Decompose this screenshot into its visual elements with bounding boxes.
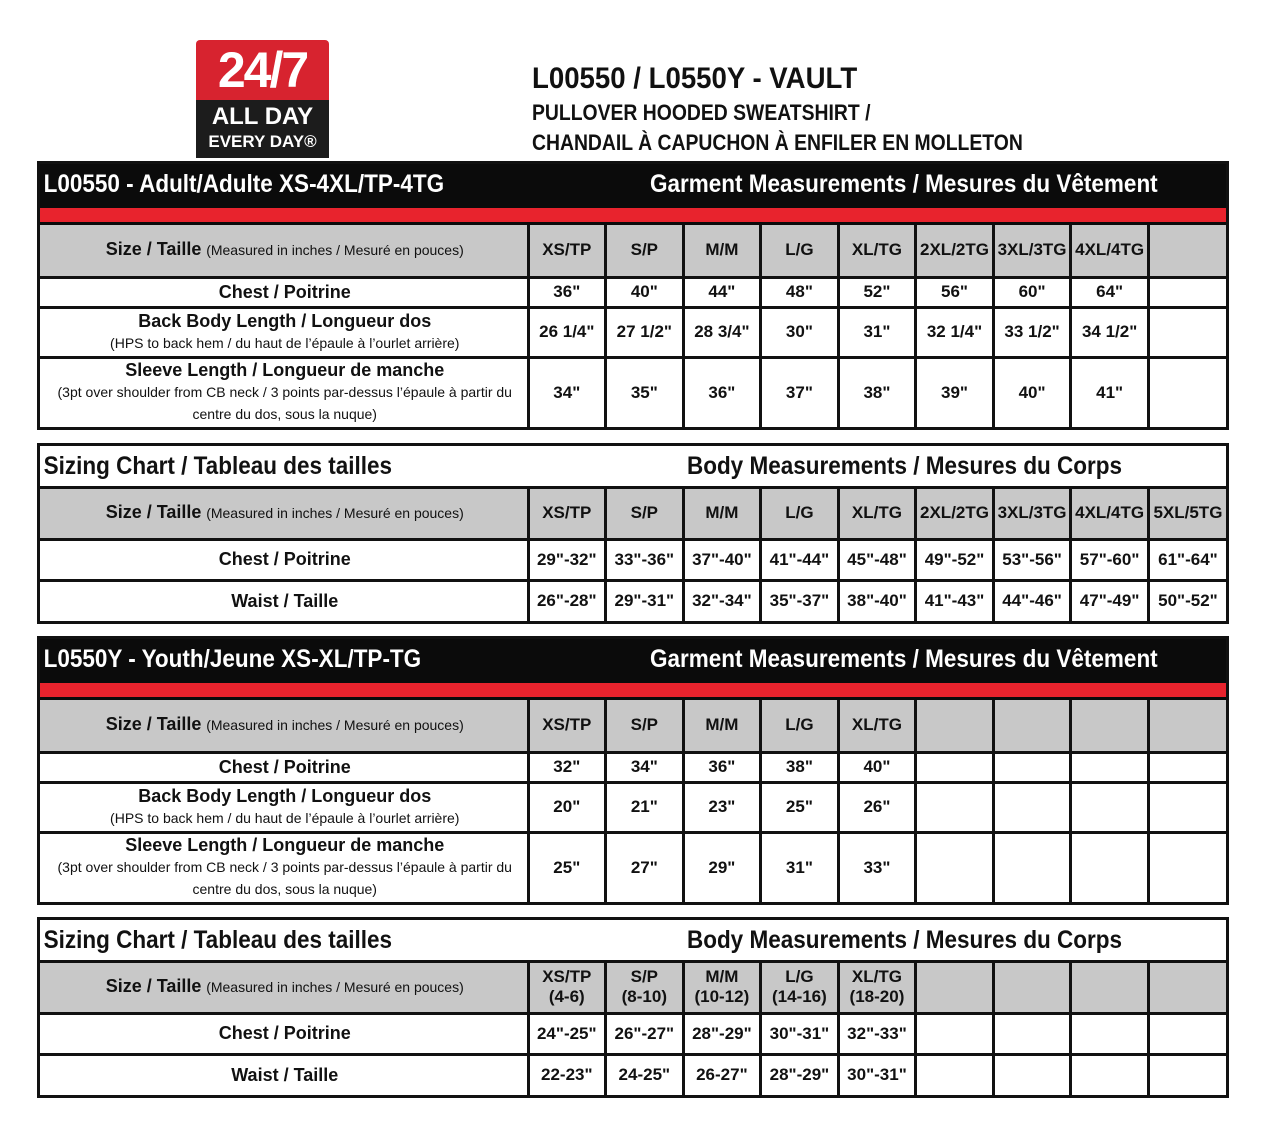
chest-cell bbox=[1071, 752, 1149, 782]
waist-label: Waist / Taille bbox=[231, 590, 339, 611]
chest-cell: 40" bbox=[838, 752, 916, 782]
sleeve-length-row bbox=[40, 832, 1226, 902]
adult-garment-section bbox=[37, 161, 1229, 430]
size-cell: S/P bbox=[606, 700, 684, 752]
chest-cell: 64" bbox=[1071, 277, 1149, 307]
section-header bbox=[40, 639, 1226, 679]
back-cell: 26" bbox=[838, 782, 916, 832]
waist-cell: 24-25" bbox=[606, 1054, 684, 1095]
size-name: L/G bbox=[785, 967, 814, 987]
red-divider bbox=[40, 204, 1226, 225]
chest-cell: 33"-36" bbox=[606, 539, 684, 580]
section-title: Sizing Chart / Tableau des tailles bbox=[43, 925, 393, 954]
row-label bbox=[40, 752, 528, 782]
chest-cell: 52" bbox=[838, 277, 916, 307]
waist-cell bbox=[1071, 1054, 1149, 1095]
row-label bbox=[40, 832, 528, 902]
section-header bbox=[40, 920, 1226, 963]
waist-cell bbox=[1148, 1054, 1226, 1095]
chest-cell bbox=[1071, 1013, 1149, 1054]
size-cell bbox=[1148, 963, 1226, 1013]
size-cell bbox=[606, 963, 684, 1013]
size-cell: XL/TG bbox=[838, 700, 916, 752]
sleeve-cell bbox=[916, 832, 994, 902]
sleeve-cell: 34" bbox=[528, 357, 606, 427]
sleeve-cell: 29" bbox=[683, 832, 761, 902]
sleeve-label: Sleeve Length / Longueur de manche bbox=[125, 835, 445, 856]
row-label bbox=[40, 489, 528, 539]
waist-cell: 47"-49" bbox=[1071, 580, 1149, 621]
size-cell: 4XL/4TG bbox=[1071, 225, 1149, 277]
row-label bbox=[40, 782, 528, 832]
document-heading bbox=[532, 60, 1090, 158]
size-cell bbox=[1148, 225, 1226, 277]
back-cell: 30" bbox=[761, 307, 839, 357]
waist-cell: 38"-40" bbox=[838, 580, 916, 621]
size-cell: 3XL/3TG bbox=[993, 225, 1071, 277]
size-label: Size / Taille bbox=[105, 502, 202, 523]
size-cell bbox=[916, 963, 994, 1013]
chest-cell: 24"-25" bbox=[528, 1013, 606, 1054]
section-subtitle: Body Measurements / Mesures du Corps bbox=[686, 451, 1122, 480]
size-cell: XS/TP bbox=[528, 225, 606, 277]
red-divider bbox=[40, 679, 1226, 700]
chest-cell: 44" bbox=[683, 277, 761, 307]
size-name: M/M bbox=[705, 967, 739, 987]
youth-body-section bbox=[37, 917, 1229, 1098]
adult-body-section bbox=[37, 443, 1229, 624]
back-cell: 33 1/2" bbox=[993, 307, 1071, 357]
sleeve-cell: 38" bbox=[838, 357, 916, 427]
size-name: XS/TP bbox=[542, 967, 592, 987]
product-subtitle-fr: CHANDAIL À CAPUCHON À ENFILER EN MOLLETON bbox=[532, 130, 1023, 155]
back-cell bbox=[1148, 782, 1226, 832]
row-label bbox=[40, 357, 528, 427]
chest-cell: 61"-64" bbox=[1148, 539, 1226, 580]
chest-cell: 38" bbox=[761, 752, 839, 782]
waist-cell: 26-27" bbox=[683, 1054, 761, 1095]
row-label bbox=[40, 307, 528, 357]
back-cell: 23" bbox=[683, 782, 761, 832]
size-label: Size / Taille bbox=[105, 976, 202, 997]
size-label: Size / Taille bbox=[105, 239, 202, 260]
chest-cell: 36" bbox=[528, 277, 606, 307]
waist-cell bbox=[993, 1054, 1071, 1095]
youth-garment-section bbox=[37, 636, 1229, 905]
size-cell bbox=[528, 963, 606, 1013]
back-length-row bbox=[40, 307, 1226, 357]
sleeve-cell: 35" bbox=[606, 357, 684, 427]
waist-label: Waist / Taille bbox=[231, 1064, 339, 1085]
size-cell: 2XL/2TG bbox=[916, 489, 994, 539]
size-range: (8-10) bbox=[621, 987, 667, 1007]
logo-tagline bbox=[196, 100, 329, 158]
size-range: (4-6) bbox=[548, 987, 585, 1007]
back-cell: 34 1/2" bbox=[1071, 307, 1149, 357]
waist-cell: 30"-31" bbox=[838, 1054, 916, 1095]
waist-cell: 44"-46" bbox=[993, 580, 1071, 621]
sleeve-cell bbox=[1148, 832, 1226, 902]
size-cell: M/M bbox=[683, 225, 761, 277]
waist-cell: 28"-29" bbox=[761, 1054, 839, 1095]
size-row bbox=[40, 700, 1226, 752]
back-cell: 20" bbox=[528, 782, 606, 832]
sleeve-note-2: centre du dos, sous la nuque) bbox=[192, 881, 377, 898]
chest-cell: 26"-27" bbox=[606, 1013, 684, 1054]
section-subtitle: Body Measurements / Mesures du Corps bbox=[686, 925, 1122, 954]
size-row bbox=[40, 225, 1226, 277]
size-cell: 3XL/3TG bbox=[993, 489, 1071, 539]
back-cell: 26 1/4" bbox=[528, 307, 606, 357]
sleeve-cell: 27" bbox=[606, 832, 684, 902]
size-cell: M/M bbox=[683, 700, 761, 752]
size-range: (18-20) bbox=[849, 987, 905, 1007]
section-subtitle: Garment Measurements / Mesures du Vêtement bbox=[649, 644, 1158, 673]
waist-cell: 35"-37" bbox=[761, 580, 839, 621]
back-cell: 31" bbox=[838, 307, 916, 357]
section-header bbox=[40, 446, 1226, 489]
row-label bbox=[40, 1054, 528, 1095]
waist-cell: 50"-52" bbox=[1148, 580, 1226, 621]
chest-cell: 29"-32" bbox=[528, 539, 606, 580]
size-cell bbox=[1148, 700, 1226, 752]
chest-cell: 45"-48" bbox=[838, 539, 916, 580]
size-row bbox=[40, 963, 1226, 1013]
size-cell bbox=[993, 963, 1071, 1013]
chest-cell: 30"-31" bbox=[761, 1013, 839, 1054]
chest-cell: 41"-44" bbox=[761, 539, 839, 580]
waist-row bbox=[40, 1054, 1226, 1095]
back-cell: 25" bbox=[761, 782, 839, 832]
waist-cell bbox=[916, 1054, 994, 1095]
size-note: (Measured in inches / Mesuré en pouces) bbox=[206, 242, 464, 259]
sleeve-cell bbox=[1071, 832, 1149, 902]
back-note: (HPS to back hem / du haut de l’épaule à l’ourlet arrière) bbox=[110, 809, 460, 826]
sleeve-cell: 40" bbox=[993, 357, 1071, 427]
waist-cell: 41"-43" bbox=[916, 580, 994, 621]
row-label bbox=[40, 277, 528, 307]
back-label: Back Body Length / Longueur dos bbox=[138, 310, 432, 331]
row-label bbox=[40, 539, 528, 580]
size-cell: XL/TG bbox=[838, 225, 916, 277]
chest-label: Chest / Poitrine bbox=[218, 1023, 351, 1043]
logo-line2: EVERY DAY® bbox=[208, 132, 317, 151]
size-cell: L/G bbox=[761, 489, 839, 539]
back-label: Back Body Length / Longueur dos bbox=[138, 785, 432, 806]
row-label bbox=[40, 963, 528, 1013]
back-cell bbox=[1148, 307, 1226, 357]
back-cell bbox=[916, 782, 994, 832]
size-cell: S/P bbox=[606, 489, 684, 539]
back-cell: 21" bbox=[606, 782, 684, 832]
section-title: L00550 - Adult/Adulte XS-4XL/TP-4TG bbox=[43, 169, 445, 198]
sleeve-cell: 37" bbox=[761, 357, 839, 427]
back-note: (HPS to back hem / du haut de l’épaule à l’ourlet arrière) bbox=[110, 334, 460, 351]
body-measurement-table bbox=[40, 963, 1226, 1095]
chest-cell bbox=[1148, 277, 1226, 307]
product-title: L00550 / L0550Y - VAULT bbox=[532, 62, 858, 95]
logo-line1: ALL DAY bbox=[211, 103, 314, 130]
chest-cell: 32"-33" bbox=[838, 1013, 916, 1054]
sleeve-cell: 36" bbox=[683, 357, 761, 427]
size-cell: XL/TG bbox=[838, 489, 916, 539]
product-subtitle-en: PULLOVER HOODED SWEATSHIRT / bbox=[532, 100, 871, 125]
section-subtitle: Garment Measurements / Mesures du Vêtement bbox=[649, 169, 1158, 198]
logo-247: 24/7 bbox=[196, 40, 329, 100]
chest-cell bbox=[916, 1013, 994, 1054]
waist-row bbox=[40, 580, 1226, 621]
chest-cell bbox=[1148, 752, 1226, 782]
chest-cell: 48" bbox=[761, 277, 839, 307]
size-cell: XS/TP bbox=[528, 489, 606, 539]
section-title: L0550Y - Youth/Jeune XS-XL/TP-TG bbox=[43, 644, 422, 673]
chest-cell: 40" bbox=[606, 277, 684, 307]
size-name: XL/TG bbox=[851, 967, 902, 987]
row-label bbox=[40, 1013, 528, 1054]
sleeve-note-2: centre du dos, sous la nuque) bbox=[192, 406, 377, 423]
waist-cell: 22-23" bbox=[528, 1054, 606, 1095]
chest-cell bbox=[993, 752, 1071, 782]
back-cell bbox=[1071, 782, 1149, 832]
chest-cell: 56" bbox=[916, 277, 994, 307]
sleeve-note-1: (3pt over shoulder from CB neck / 3 points par-dessus l’épaule à partir du bbox=[57, 384, 512, 401]
sleeve-cell: 25" bbox=[528, 832, 606, 902]
sleeve-length-row bbox=[40, 357, 1226, 427]
sleeve-note-1: (3pt over shoulder from CB neck / 3 points par-dessus l’épaule à partir du bbox=[57, 859, 512, 876]
body-measurement-table bbox=[40, 489, 1226, 621]
back-cell: 32 1/4" bbox=[916, 307, 994, 357]
back-cell bbox=[993, 782, 1071, 832]
size-range: (10-12) bbox=[694, 987, 750, 1007]
size-cell: L/G bbox=[761, 225, 839, 277]
brand-logo bbox=[196, 40, 329, 158]
waist-cell: 32"-34" bbox=[683, 580, 761, 621]
size-cell bbox=[761, 963, 839, 1013]
size-cell: L/G bbox=[761, 700, 839, 752]
chest-cell bbox=[916, 752, 994, 782]
size-cell: 5XL/5TG bbox=[1148, 489, 1226, 539]
row-label bbox=[40, 700, 528, 752]
back-cell: 27 1/2" bbox=[606, 307, 684, 357]
chest-cell: 60" bbox=[993, 277, 1071, 307]
sleeve-cell: 39" bbox=[916, 357, 994, 427]
chest-cell: 49"-52" bbox=[916, 539, 994, 580]
measurement-table bbox=[40, 225, 1226, 427]
size-cell bbox=[683, 963, 761, 1013]
chest-label: Chest / Poitrine bbox=[218, 549, 351, 569]
size-cell: M/M bbox=[683, 489, 761, 539]
chest-row bbox=[40, 752, 1226, 782]
chest-row bbox=[40, 539, 1226, 580]
back-length-row bbox=[40, 782, 1226, 832]
row-label bbox=[40, 225, 528, 277]
sleeve-cell: 33" bbox=[838, 832, 916, 902]
section-title: Sizing Chart / Tableau des tailles bbox=[43, 451, 393, 480]
size-cell: XS/TP bbox=[528, 700, 606, 752]
sleeve-cell: 31" bbox=[761, 832, 839, 902]
size-note: (Measured in inches / Mesuré en pouces) bbox=[206, 717, 464, 734]
size-range: (14-16) bbox=[772, 987, 827, 1007]
size-note: (Measured in inches / Mesuré en pouces) bbox=[206, 979, 464, 996]
chest-cell: 34" bbox=[606, 752, 684, 782]
chest-cell: 28"-29" bbox=[683, 1013, 761, 1054]
size-note: (Measured in inches / Mesuré en pouces) bbox=[206, 505, 464, 522]
section-header bbox=[40, 164, 1226, 204]
size-row bbox=[40, 489, 1226, 539]
chest-cell bbox=[1148, 1013, 1226, 1054]
size-cell bbox=[916, 700, 994, 752]
size-cell: 2XL/2TG bbox=[916, 225, 994, 277]
sleeve-label: Sleeve Length / Longueur de manche bbox=[125, 360, 445, 381]
size-cell bbox=[993, 700, 1071, 752]
measurement-table bbox=[40, 700, 1226, 902]
chest-label: Chest / Poitrine bbox=[218, 281, 351, 302]
size-cell bbox=[1071, 963, 1149, 1013]
waist-cell: 29"-31" bbox=[606, 580, 684, 621]
size-label: Size / Taille bbox=[105, 714, 202, 735]
chest-row bbox=[40, 1013, 1226, 1054]
sleeve-cell bbox=[1148, 357, 1226, 427]
sleeve-cell: 41" bbox=[1071, 357, 1149, 427]
chest-cell: 57"-60" bbox=[1071, 539, 1149, 580]
sleeve-cell bbox=[993, 832, 1071, 902]
size-cell bbox=[838, 963, 916, 1013]
chest-label: Chest / Poitrine bbox=[218, 756, 351, 777]
chest-cell: 53"-56" bbox=[993, 539, 1071, 580]
size-cell bbox=[1071, 700, 1149, 752]
size-name: S/P bbox=[630, 967, 659, 987]
chest-cell: 37"-40" bbox=[683, 539, 761, 580]
chest-cell bbox=[993, 1013, 1071, 1054]
waist-cell: 26"-28" bbox=[528, 580, 606, 621]
size-cell: S/P bbox=[606, 225, 684, 277]
back-cell: 28 3/4" bbox=[683, 307, 761, 357]
chest-cell: 36" bbox=[683, 752, 761, 782]
size-cell: 4XL/4TG bbox=[1071, 489, 1149, 539]
chest-cell: 32" bbox=[528, 752, 606, 782]
row-label bbox=[40, 580, 528, 621]
chest-row bbox=[40, 277, 1226, 307]
